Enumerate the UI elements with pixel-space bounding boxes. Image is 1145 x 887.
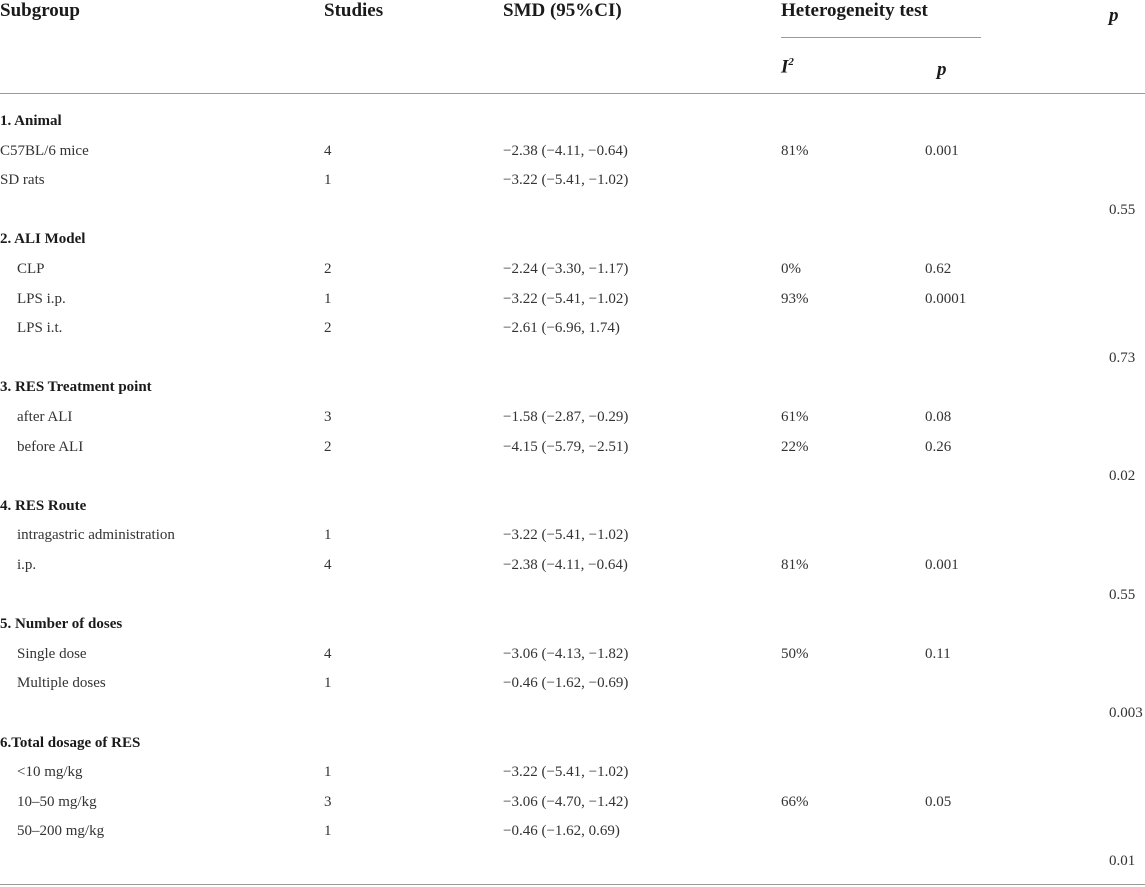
cell-smd: −3.22 (−5.41, −1.02) bbox=[503, 527, 629, 543]
cell-p-subgroup: 0.003 bbox=[1109, 705, 1143, 721]
cell-studies: 3 bbox=[324, 794, 332, 810]
cell-i2: 93% bbox=[781, 291, 809, 307]
cell-subgroup: <10 mg/kg bbox=[17, 764, 83, 780]
cell-smd: −2.24 (−3.30, −1.17) bbox=[503, 261, 629, 277]
section-title: 3. RES Treatment point bbox=[0, 379, 152, 395]
cell-subgroup: CLP bbox=[17, 261, 45, 277]
cell-subgroup: LPS i.p. bbox=[17, 291, 66, 307]
header-smd: SMD (95%CI) bbox=[503, 0, 622, 21]
cell-i2: 50% bbox=[781, 646, 809, 662]
heterogeneity-underline bbox=[781, 37, 981, 38]
cell-studies: 2 bbox=[324, 320, 332, 336]
header-p-heterogeneity: p bbox=[937, 59, 947, 80]
cell-studies: 2 bbox=[324, 439, 332, 455]
section-title: 1. Animal bbox=[0, 113, 62, 129]
cell-subgroup: 10–50 mg/kg bbox=[17, 794, 97, 810]
cell-subgroup: C57BL/6 mice bbox=[0, 143, 89, 159]
cell-p-heterogeneity: 0.08 bbox=[925, 409, 952, 425]
cell-subgroup: intragastric administration bbox=[17, 527, 175, 543]
cell-studies: 1 bbox=[324, 675, 332, 691]
cell-p-heterogeneity: 0.26 bbox=[925, 439, 952, 455]
cell-smd: −3.22 (−5.41, −1.02) bbox=[503, 764, 629, 780]
cell-i2: 0% bbox=[781, 261, 801, 277]
cell-studies: 4 bbox=[324, 557, 332, 573]
section-title: 4. RES Route bbox=[0, 498, 87, 514]
cell-p-subgroup: 0.73 bbox=[1109, 350, 1136, 366]
section-title: 6.Total dosage of RES bbox=[0, 735, 141, 751]
cell-subgroup: Multiple doses bbox=[17, 675, 106, 691]
cell-p-heterogeneity: 0.001 bbox=[925, 143, 959, 159]
header-rule bbox=[0, 93, 1145, 94]
cell-smd: −3.06 (−4.13, −1.82) bbox=[503, 646, 629, 662]
cell-p-subgroup: 0.55 bbox=[1109, 202, 1136, 218]
header-subgroup: Subgroup bbox=[0, 0, 80, 21]
cell-p-subgroup: 0.55 bbox=[1109, 587, 1136, 603]
cell-studies: 2 bbox=[324, 261, 332, 277]
cell-p-heterogeneity: 0.62 bbox=[925, 261, 952, 277]
cell-studies: 1 bbox=[324, 172, 332, 188]
header-i2: $I^2$ bbox=[781, 56, 794, 78]
cell-subgroup: i.p. bbox=[17, 557, 37, 573]
cell-i2: 81% bbox=[781, 557, 809, 573]
cell-smd: −1.58 (−2.87, −0.29) bbox=[503, 409, 629, 425]
cell-smd: −3.06 (−4.70, −1.42) bbox=[503, 794, 629, 810]
cell-smd: −3.22 (−5.41, −1.02) bbox=[503, 172, 629, 188]
cell-i2: 81% bbox=[781, 143, 809, 159]
cell-smd: −3.22 (−5.41, −1.02) bbox=[503, 291, 629, 307]
cell-smd: −0.46 (−1.62, −0.69) bbox=[503, 675, 629, 691]
cell-studies: 1 bbox=[324, 527, 332, 543]
cell-studies: 1 bbox=[324, 764, 332, 780]
cell-studies: 1 bbox=[324, 823, 332, 839]
cell-p-subgroup: 0.02 bbox=[1109, 468, 1136, 484]
cell-studies: 1 bbox=[324, 291, 332, 307]
cell-subgroup: before ALI bbox=[17, 439, 84, 455]
cell-subgroup: LPS i.t. bbox=[17, 320, 63, 336]
cell-p-heterogeneity: 0.05 bbox=[925, 794, 952, 810]
header-studies: Studies bbox=[324, 0, 384, 21]
cell-smd: −2.61 (−6.96, 1.74) bbox=[503, 320, 620, 336]
cell-studies: 4 bbox=[324, 143, 332, 159]
cell-i2: 66% bbox=[781, 794, 809, 810]
cell-smd: −2.38 (−4.11, −0.64) bbox=[503, 143, 628, 159]
cell-i2: 61% bbox=[781, 409, 809, 425]
section-title: 5. Number of doses bbox=[0, 616, 123, 632]
cell-p-heterogeneity: 0.001 bbox=[925, 557, 959, 573]
cell-studies: 4 bbox=[324, 646, 332, 662]
bottom-rule bbox=[0, 884, 1145, 885]
cell-smd: −2.38 (−4.11, −0.64) bbox=[503, 557, 628, 573]
cell-subgroup: 50–200 mg/kg bbox=[17, 823, 105, 839]
cell-p-subgroup: 0.01 bbox=[1109, 853, 1136, 869]
cell-subgroup: after ALI bbox=[17, 409, 73, 425]
section-title: 2. ALI Model bbox=[0, 231, 86, 247]
cell-p-heterogeneity: 0.11 bbox=[925, 646, 951, 662]
cell-subgroup: SD rats bbox=[0, 172, 45, 188]
cell-smd: −4.15 (−5.79, −2.51) bbox=[503, 439, 629, 455]
cell-p-heterogeneity: 0.0001 bbox=[925, 291, 967, 307]
header-heterogeneity: Heterogeneity test bbox=[781, 0, 928, 21]
cell-subgroup: Single dose bbox=[17, 646, 87, 662]
cell-smd: −0.46 (−1.62, 0.69) bbox=[503, 823, 620, 839]
header-p: p bbox=[1109, 5, 1119, 26]
cell-studies: 3 bbox=[324, 409, 332, 425]
cell-i2: 22% bbox=[781, 439, 809, 455]
